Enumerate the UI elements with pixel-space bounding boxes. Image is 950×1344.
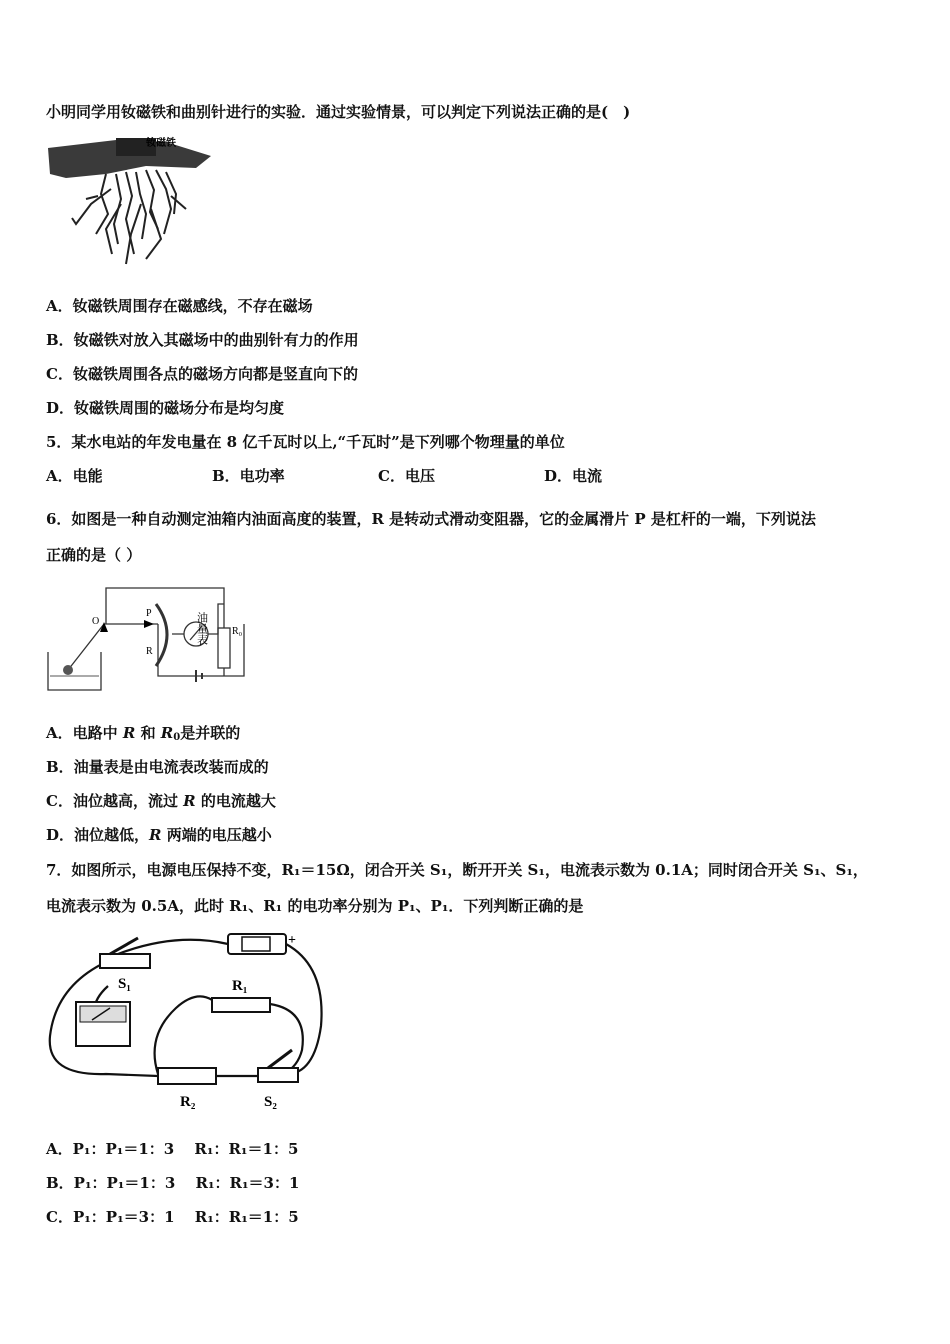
- resistor-r2: [158, 1068, 216, 1084]
- switch-s2-base: [258, 1068, 298, 1082]
- q6-stem-line2: 正确的是（ ）: [46, 546, 142, 564]
- q6-option-a: A．电路中 R 和 $R_0$是并联的: [46, 724, 241, 743]
- q4-stem: 小明同学用钕磁铁和曲别针进行的实验．通过实验情景，可以判定下列说法正确的是( ): [46, 103, 631, 121]
- q6-option-b: B．油量表是由电流表改装而成的: [46, 758, 269, 776]
- q5-option-a: A．电能: [46, 467, 103, 485]
- wire-r2-r1: [155, 996, 212, 1074]
- q7-option-b: B．P₁：P₁＝1：3 R₁：R₁＝3：1: [46, 1174, 300, 1192]
- q6-option-d: D．油位越低，R 两端的电压越小: [46, 826, 272, 844]
- oil-meter-label: 油量表: [195, 612, 209, 645]
- q7-stem-line1: 7．如图所示，电源电压保持不变，R₁＝15Ω，闭合开关 S₁，断开开关 S₁，电流表示数为 0.1A；同时闭合开关 S₁、S₁，: [46, 861, 868, 879]
- label-plus: +: [288, 933, 296, 948]
- label-r2: R₂: [180, 1094, 196, 1110]
- q5-stem: 5．某水电站的年发电量在 8 亿千瓦时以上,“千瓦时”是下列哪个物理量的单位: [46, 433, 565, 451]
- wire-s1-battery: [118, 940, 228, 954]
- switch-s1-base: [100, 954, 150, 968]
- q7-option-c: C．P₁：P₁＝3：1 R₁：R₁＝1：5: [46, 1208, 299, 1226]
- series-circuit-figure: [46, 926, 331, 1118]
- label-r: R: [146, 646, 153, 657]
- magnet-label: 钕磁铁: [146, 138, 176, 149]
- paper-clips-cluster: [72, 170, 186, 264]
- q5-option-b: B．电功率: [212, 467, 285, 485]
- q4-option-b: B．钕磁铁对放入其磁场中的曲别针有力的作用: [46, 331, 359, 349]
- q4-option-c: C．钕磁铁周围各点的磁场方向都是竖直向下的: [46, 365, 358, 383]
- label-p: P: [146, 608, 152, 619]
- q6-option-c: C．油位越高，流过 R 的电流越大: [46, 792, 276, 810]
- q6-stem-line1: 6．如图是一种自动测定油箱内油面高度的装置，R 是转动式滑动变阻器，它的金属滑片 P 是杠杆的一端，下列说法: [46, 510, 816, 528]
- label-r0: R₀: [232, 626, 243, 637]
- q5-option-d: D．电流: [544, 467, 603, 485]
- float-ball: [63, 665, 73, 675]
- label-s2: S₂: [264, 1094, 277, 1110]
- label-o: O: [92, 616, 100, 627]
- lever-arm-left: [68, 624, 104, 670]
- q7-stem-line2: 电流表示数为 0.5A，此时 R₁、R₁ 的电功率分别为 P₁、P₁．下列判断正确的是: [46, 897, 584, 915]
- q5-options: [46, 466, 710, 486]
- oil-tank-circuit-figure: [46, 584, 256, 694]
- switch-s2-blade: [268, 1050, 292, 1068]
- q5-option-c: C．电压: [378, 467, 435, 485]
- resistor-r0: [218, 628, 230, 668]
- q4-option-d: D．钕磁铁周围的磁场分布是均匀度: [46, 399, 285, 417]
- q4-option-a: A．钕磁铁周围存在磁感线，不存在磁场: [46, 297, 313, 315]
- magnet-figure: [46, 134, 216, 274]
- q7-option-a: A．P₁：P₁＝1：3 R₁：R₁＝1：5: [46, 1140, 299, 1158]
- resistor-r1: [212, 998, 270, 1012]
- oil-tank: [48, 652, 101, 690]
- label-r1: R₁: [232, 978, 248, 994]
- label-s1: S₁: [118, 976, 131, 992]
- slider-arrow: [144, 620, 154, 628]
- wire-battery-s2: [284, 944, 322, 1074]
